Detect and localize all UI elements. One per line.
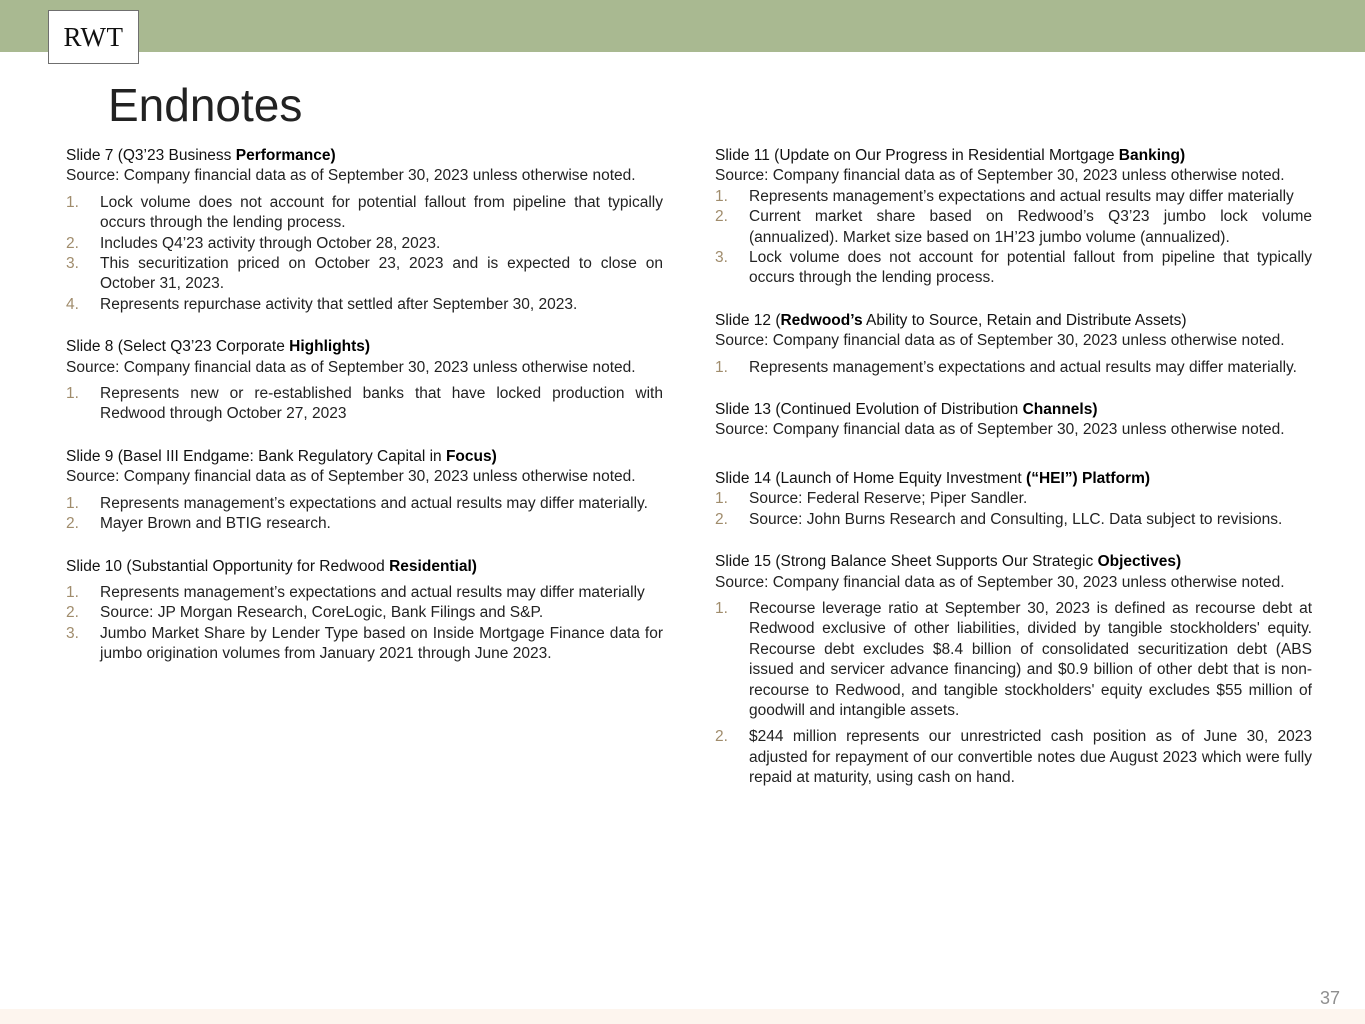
endnote-section-slide-12 bbox=[715, 311, 1312, 378]
page-number: 37 bbox=[1319, 988, 1340, 1008]
list-item: 4. Represents repurchase activity that settled after September 30, 2023. bbox=[66, 295, 578, 313]
source-note: Source: Company financial data as of September 30, 2023 unless otherwise noted. bbox=[66, 468, 636, 486]
list-item: 1. Represents management’s expectations and actual results may differ materially bbox=[66, 583, 645, 601]
page-title: Endnotes bbox=[108, 79, 303, 131]
endnote-section-slide-7 bbox=[66, 146, 663, 315]
section-title: Slide 10 (Substantial Opportunity for Redwood Residential) bbox=[66, 557, 477, 575]
endnote-section-slide-8 bbox=[66, 337, 663, 425]
section-title: Slide 7 (Q3’23 Business Performance) bbox=[66, 147, 336, 164]
section-title: Slide 9 (Basel III Endgame: Bank Regulatory Capital in Focus) bbox=[66, 447, 497, 465]
list-item: 1. Source: Federal Reserve; Piper Sandler. bbox=[715, 490, 1028, 508]
footer-bar bbox=[0, 1009, 1365, 1024]
list-item: 2. $244 million represents our unrestricted cash position as of June 30, 2023 adjusted for repayment of our convertible notes due August 2023 which were fully repaid at maturity, using cash on hand. bbox=[715, 728, 1312, 787]
list-item: 3. Lock volume does not account for potential fallout from pipeline that typically occurs through the lending process. bbox=[715, 249, 1312, 287]
section-title: Slide 12 (Redwood’s Ability to Source, Retain and Distribute Assets) bbox=[715, 311, 1187, 329]
list-item: 2. Includes Q4’23 activity through October 28, 2023. bbox=[66, 234, 441, 252]
list-item: 2. Mayer Brown and BTIG research. bbox=[66, 515, 331, 533]
endnote-section-slide-15 bbox=[715, 552, 1312, 788]
list-item: 1. Represents management’s expectations and actual results may differ materially. bbox=[66, 494, 648, 512]
left-column bbox=[66, 146, 663, 687]
list-item: 1. Represents new or re-established banks that have locked production with Redwood through October 27, 2023 bbox=[66, 385, 663, 423]
source-note: Source: Company financial data as of September 30, 2023 unless otherwise noted. bbox=[715, 167, 1285, 185]
list-item: 1. Lock volume does not account for potential fallout from pipeline that typically occurs through the lending process. bbox=[66, 193, 663, 232]
company-logo: RWT bbox=[48, 10, 139, 64]
list-item: 1. Represents management’s expectations and actual results may differ materially bbox=[715, 187, 1294, 205]
list-item: 3. Jumbo Market Share by Lender Type based on Inside Mortgage Finance data for jumbo origination volumes from January 2021 through June 2023. bbox=[66, 624, 663, 663]
header-bar bbox=[0, 0, 1365, 52]
list-item: 1. Recourse leverage ratio at September 30, 2023 is defined as recourse debt at Redwood exclusive of other liabilities, divided by tangible stockholders' equity. Recourse debt excludes $8.4 billion of consolidated securitization debt (ABS issued and servicer advance financing) and $0.9 billion of other debt that is non-recourse to Redwood, and tangible stockholders' equity excludes $55 million of goodwill and intangible assets. bbox=[715, 599, 1312, 719]
list-item: 2. Source: JP Morgan Research, CoreLogic, Bank Filings and S&P. bbox=[66, 604, 544, 622]
source-note: Source: Company financial data as of September 30, 2023 unless otherwise noted. bbox=[715, 332, 1285, 350]
source-note: Source: Company financial data as of September 30, 2023 unless otherwise noted. bbox=[66, 358, 636, 376]
endnote-section-slide-14 bbox=[715, 469, 1312, 530]
endnote-section-slide-9 bbox=[66, 447, 663, 535]
list-item: 1. Represents management’s expectations and actual results may differ materially. bbox=[715, 358, 1297, 376]
endnote-section-slide-10 bbox=[66, 557, 663, 665]
source-note: Source: Company financial data as of September 30, 2023 unless otherwise noted. bbox=[715, 421, 1285, 439]
source-note: Source: Company financial data as of September 30, 2023 unless otherwise noted. bbox=[715, 573, 1285, 591]
section-title: Slide 14 (Launch of Home Equity Investment (“HEI”) Platform) bbox=[715, 469, 1151, 487]
section-title: Slide 15 (Strong Balance Sheet Supports Our Strategic Objectives) bbox=[715, 553, 1182, 571]
right-column bbox=[715, 146, 1312, 811]
section-title: Slide 13 (Continued Evolution of Distribution Channels) bbox=[715, 401, 1098, 419]
endnote-section-slide-13 bbox=[715, 400, 1312, 441]
list-item: 2. Source: John Burns Research and Consulting, LLC. Data subject to revisions. bbox=[715, 510, 1283, 528]
list-item: 3. This securitization priced on October 23, 2023 and is expected to close on October 31, 2023. bbox=[66, 255, 663, 293]
section-title: Slide 8 (Select Q3’23 Corporate Highlights) bbox=[66, 338, 371, 356]
section-title: Slide 11 (Update on Our Progress in Residential Mortgage Banking) bbox=[715, 147, 1186, 164]
source-note: Source: Company financial data as of September 30, 2023 unless otherwise noted. bbox=[66, 167, 636, 185]
list-item: 2. Current market share based on Redwood’s Q3’23 jumbo lock volume (annualized). Market size based on 1H’23 jumbo volume (annualized). bbox=[715, 208, 1312, 246]
endnote-section-slide-11 bbox=[715, 146, 1312, 289]
